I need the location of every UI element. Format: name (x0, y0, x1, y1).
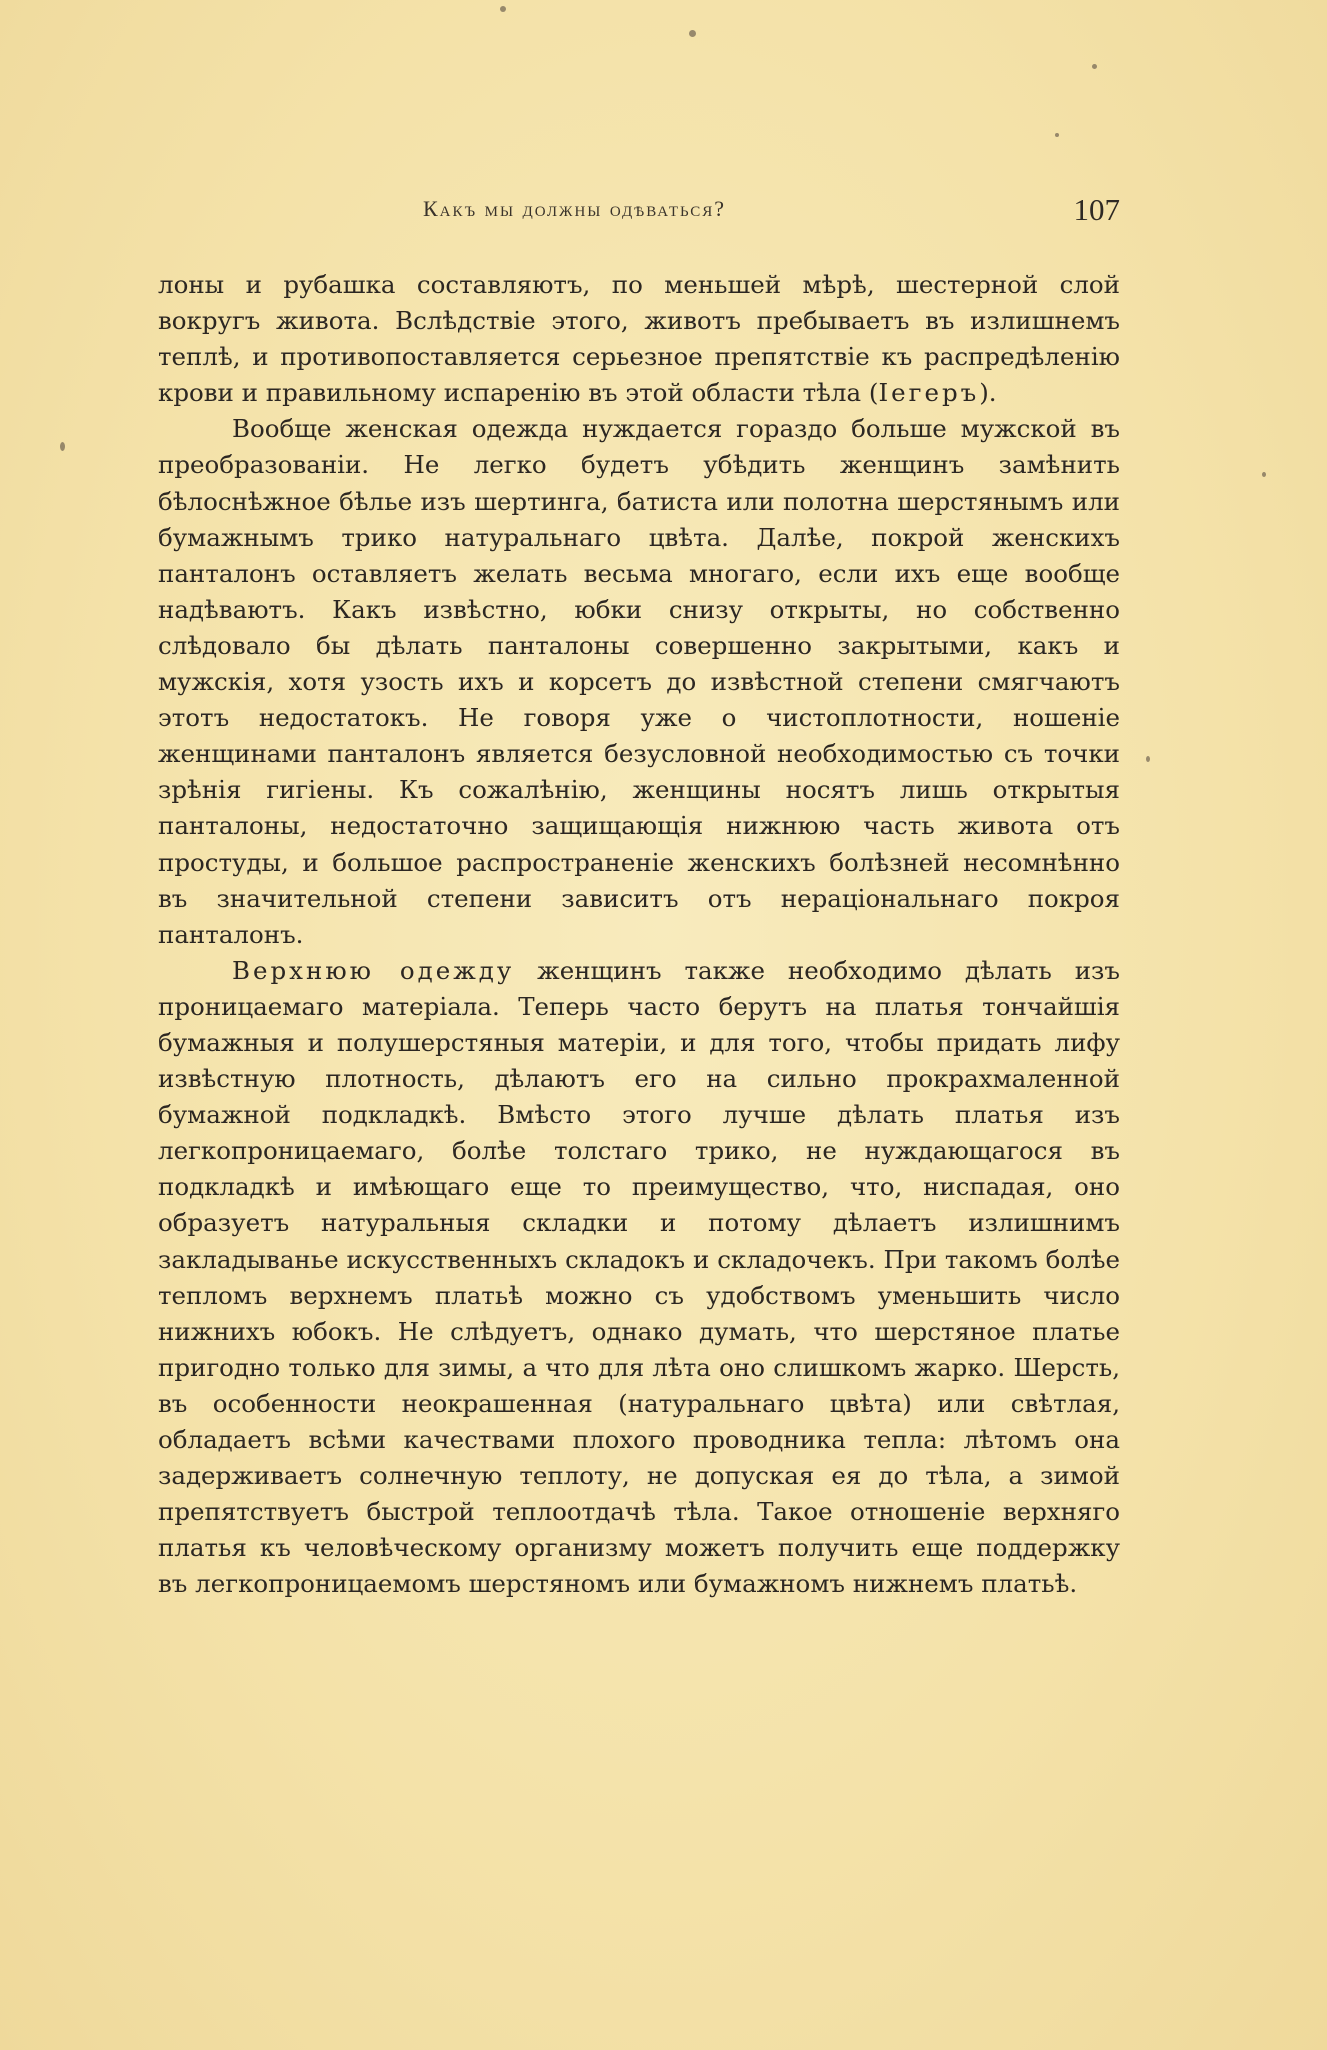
paragraph-continuation (158, 267, 1120, 411)
scan-speck (60, 442, 65, 451)
scan-speck (689, 30, 696, 37)
author-name: Iегеръ (878, 378, 980, 408)
page-number: 107 (1073, 192, 1120, 227)
paragraph: Вообще женская одежда нуждается гораздо больше мужской въ преобразованіи. Не легко будетъ убѣдить женщинъ замѣнить бѣлоснѣжное бѣлье изъ шертинга, батиста или полотна шерстянымъ или бумажнымъ трико натуральнаго цвѣта. Далѣе, покрой женскихъ панталонъ оставляетъ желать весьма многаго, если ихъ еще вообще надѣваютъ. Какъ извѣстно, юбки снизу открыты, но собственно слѣдовало бы дѣлать панталоны совершенно закрытыми, какъ и мужскія, хотя узость ихъ и корсетъ до извѣстной степени смягчаютъ этотъ недостатокъ. Не говоря уже о чистоплотности, ношеніе женщинами панталонъ является безусловной необходимостью съ точки зрѣнія гигіены. Къ сожалѣнію, женщины носятъ лишь открытыя панталоны, недостаточно защищающія нижнюю часть живота отъ простуды, и большое распространеніе женскихъ болѣзней несомнѣнно въ значительной степени зависитъ отъ нераціональнаго покроя панталонъ. (158, 414, 1120, 949)
running-title: Какъ мы должны одѣваться? (423, 196, 726, 221)
scan-speck (1146, 756, 1150, 762)
scan-speck (500, 6, 506, 12)
scan-speck (1055, 133, 1059, 137)
scan-speck (1092, 64, 1097, 69)
paragraph-tail: ). (979, 378, 997, 408)
paragraph-text: женщинъ также необходимо дѣлать изъ проницаемаго матеріала. Теперь часто берутъ на платья тончайшія бумажныя и полушерстяныя матеріи, и для того, чтобы придать лифу извѣстную плотность, дѣлаютъ его на сильно прокрахмаленной бумажной подкладкѣ. Вмѣсто этого лучше дѣлать платья изъ легкопроницаемаго, болѣе толстаго трико, не нуждающагося въ подкладкѣ и имѣющаго еще то преимущество, что, ниспадая, оно образуетъ натуральныя складки и потому дѣлаетъ излишнимъ закладыванье искусственныхъ складокъ и складочекъ. При такомъ болѣе тепломъ верхнемъ платьѣ можно съ удобствомъ уменьшить число нижнихъ юбокъ. Не слѣдуетъ, однако думать, что шерстяное платье пригодно только для зимы, а что для лѣта оно слишкомъ жарко. Шерсть, въ особенности неокрашенная (натуральнаго цвѣта) или свѣтлая, обладаетъ всѣми качествами плохого проводника тепла: лѣтомъ она задерживаетъ солнечную теплоту, не допуская ея до тѣла, а зимой препятствуетъ быстрой теплоотдачѣ тѣла. Такое отношеніе верхняго платья къ человѣческому организму можетъ получить еще поддержку въ легкопроницаемомъ шерстяномъ или бумажномъ нижнемъ платьѣ. (158, 955, 1120, 1599)
emphasized-term: Верхнюю одежду (232, 955, 515, 985)
paragraph (158, 953, 1120, 1603)
running-header (158, 192, 1120, 232)
paragraph-text: лоны и рубашка составляютъ, по меньшей мѣрѣ, шестерной слой вокругъ живота. Вслѣдствіе этого, животъ пребываетъ въ излишнемъ теплѣ, и противопоставляется серьезное препятствіе къ распредѣленію крови и правильному испаренію въ этой области тѣла ( (158, 270, 1120, 408)
body-text (158, 267, 1120, 1602)
scan-speck (1262, 472, 1266, 477)
